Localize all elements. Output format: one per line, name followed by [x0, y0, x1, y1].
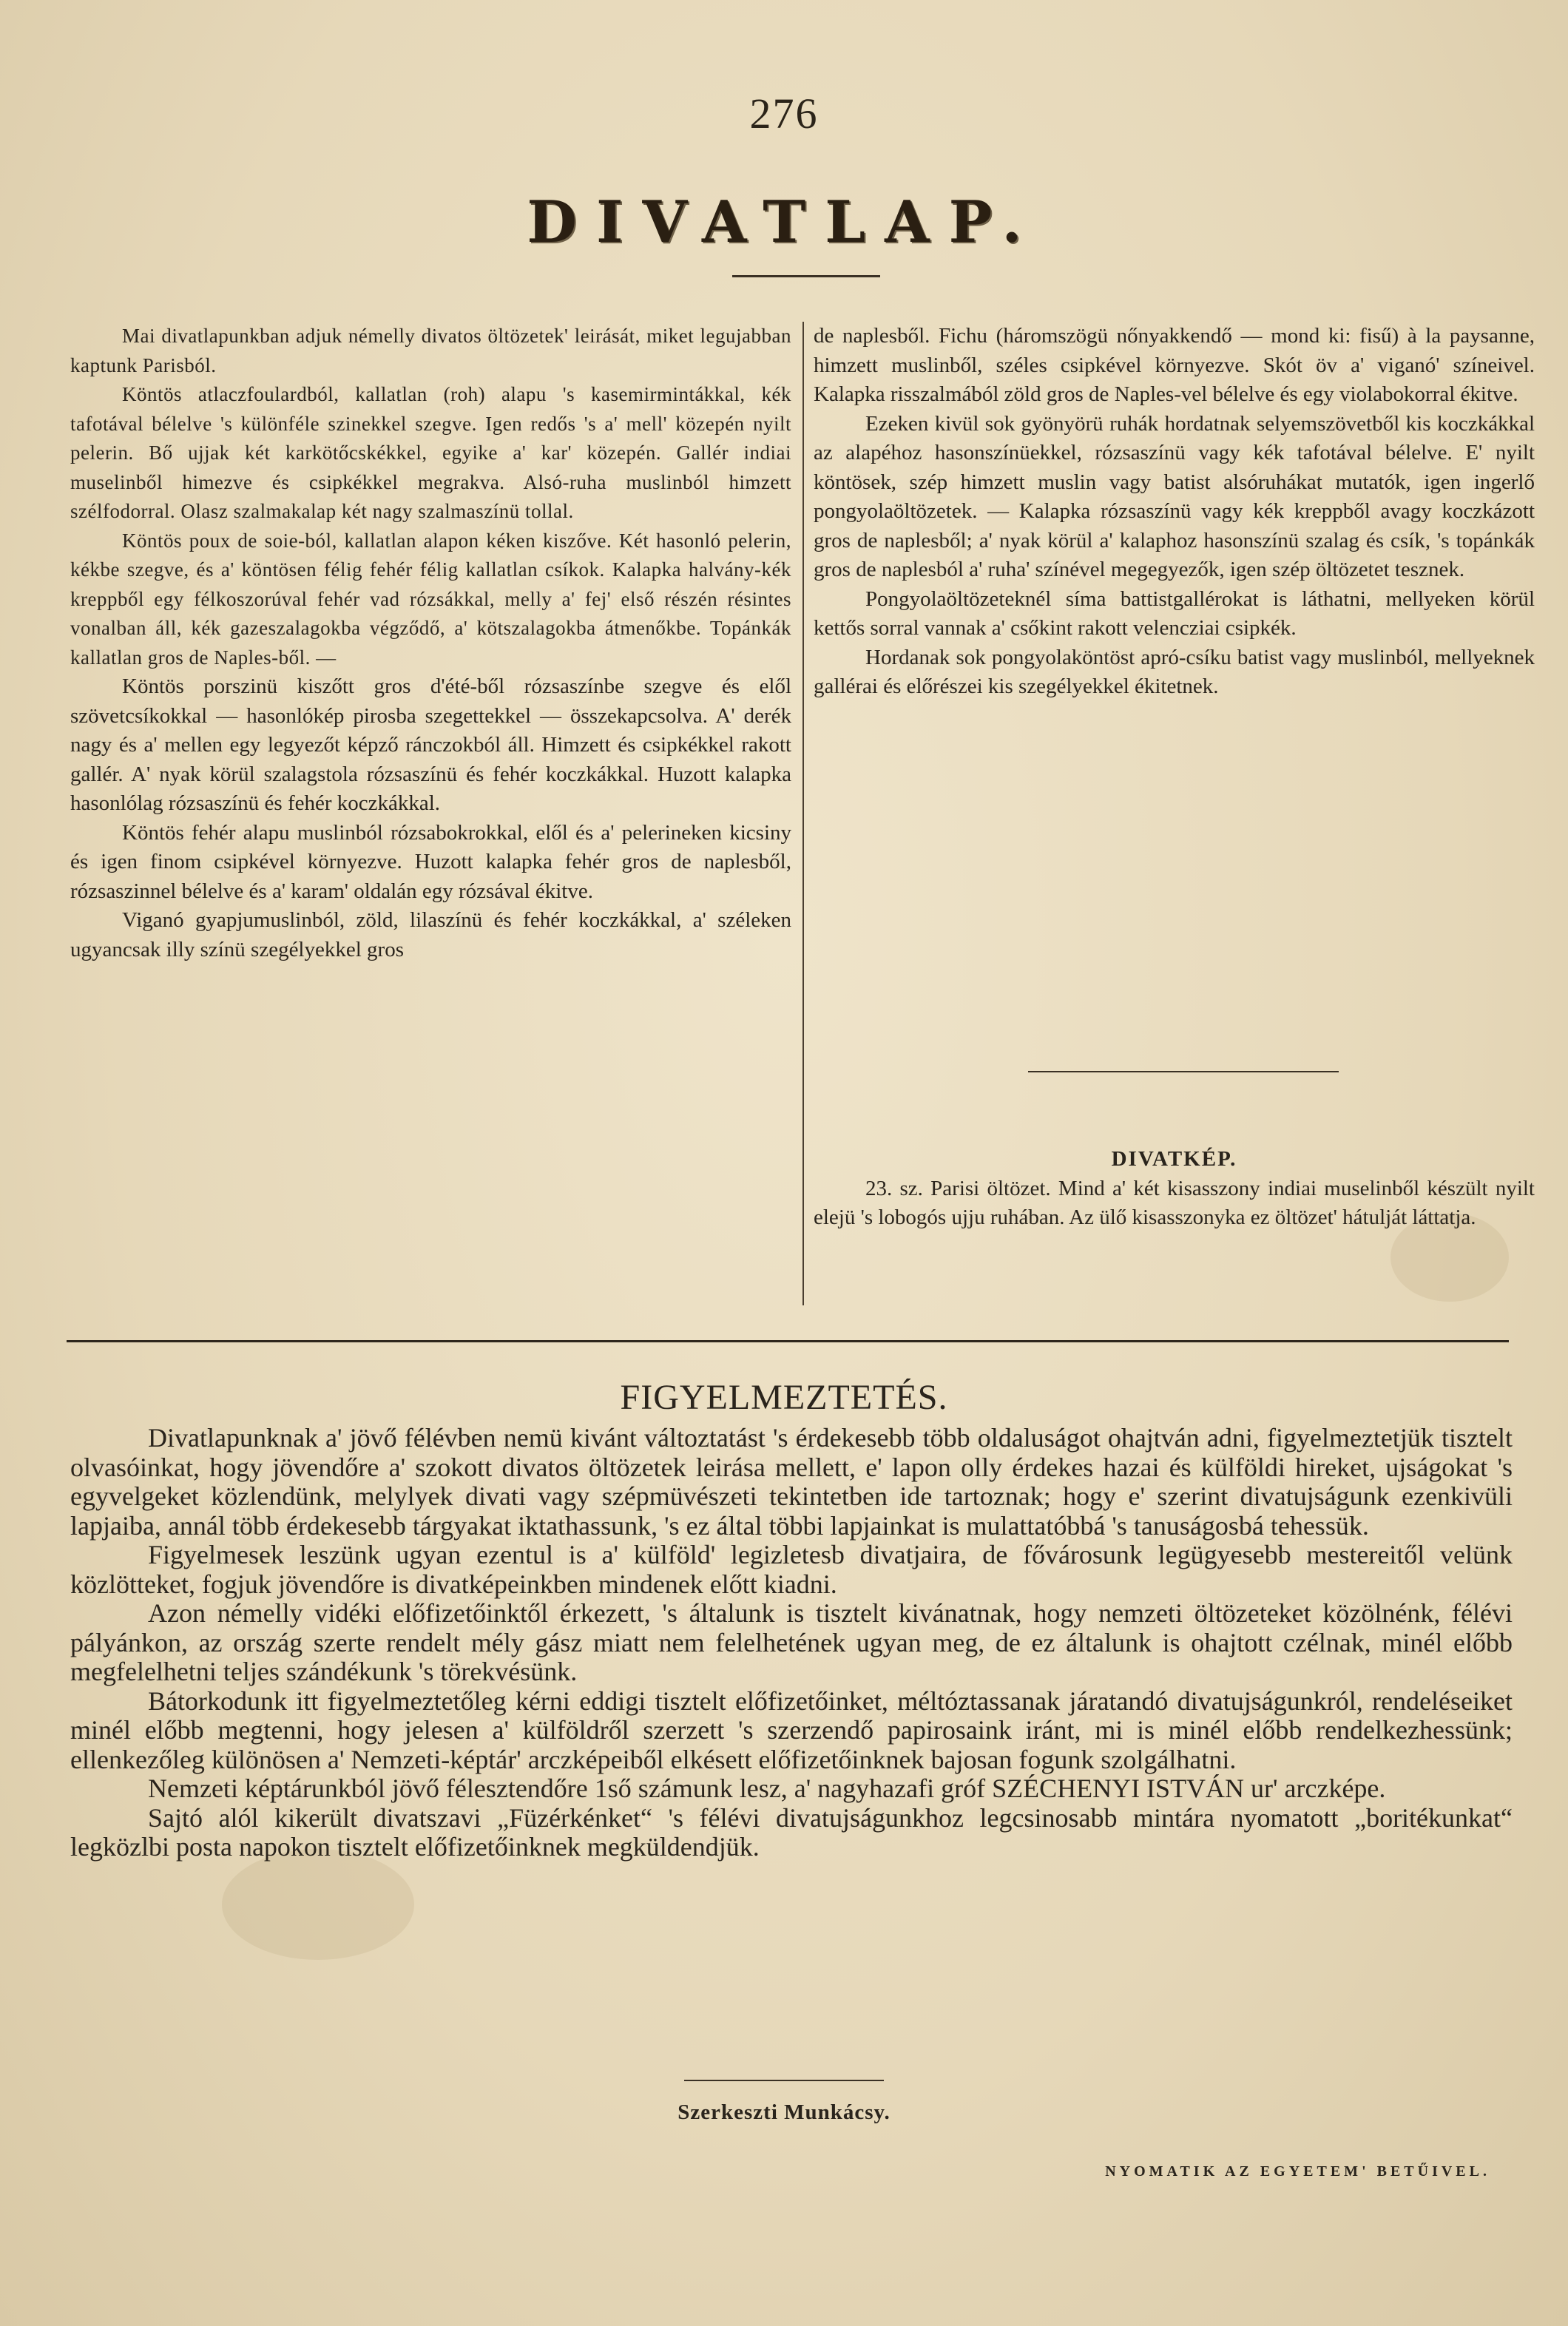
paragraph: Pongyolaöltözeteknél síma battistgallérokat is láthatni, mellyeken körül kettős sorral vannak a' csőkint rakott velencziai csipkék. — [814, 586, 1535, 640]
paragraph: de naplesből. Fichu (háromszögü nőnyakkendő — mond ki: fisű) à la paysanne, himzett muslinből, széles csipkével környezve. Skót öv a' viganó' színeivel. Kalapka risszalmából zöld gros de Naples-vel bélelve és egy violabokorral ékitve. — [814, 324, 1535, 406]
paragraph: Ezeken kivül sok gyönyörü ruhák hordatnak selyemszövetből kis koczkákkal az alapéhoz hasonszínüekkel, rózsaszínü vagy kék tafotával bélelve. E' nyilt köntösek, szép himzett muslin vagy batist alsóruhákat mutatók, igen ingerlő pongyolaöltözetek. — Kalapka rózsaszínü vagy kék kreppből avagy koczkázott gros de naplesből; a' nyak körül a' kalaphoz hasonszínü szalag és csík, 's topánkák gros de naplesból a' ruha' színével megegyezők, igen szép öltözetet tesznek. — [814, 411, 1535, 581]
notice-paragraph: Azon némelly vidéki előfizetőinktől érkezett, 's általunk is tisztelt kivánatnak, hogy nemzeti öltözeteket közölnénk, félévi pályánkon, az ország szerte rendelt mély gász miatt nem felelhetének ugyan meg, de ez általunk is ohajtott czélnak, minél előbb megfelelhetni teljes szándékunk 's törekvésünk. — [70, 1598, 1513, 1686]
divatkep-section — [814, 1139, 1535, 1233]
paper-stain — [222, 1849, 414, 1960]
divatkep-text: 23. sz. Parisi öltözet. Mind a' két kisasszony indiai muselinből készült nyilt elejü 's lobogós ujju ruhában. Az ülő kisasszonyka ez öltözet' hátulját láttatja. — [814, 1176, 1535, 1229]
paragraph: Mai divatlapunkban adjuk némelly divatos öltözetek' leirását, miket legujabban kaptunk Parisból. — [70, 325, 791, 376]
paragraph: Viganó gyapjumuslinból, zöld, lilaszínü és fehér koczkákkal, a' széleken ugyancsak illy színü szegélyekkel gros — [70, 908, 791, 961]
column-divider — [802, 322, 804, 1305]
paragraph: Köntös porszinü kiszőtt gros d'été-ből rózsaszínbe szegve és elől szövetcsíkokkal — hasonlókép pirosba szegettekkel — összekapcsolva. A' derék nagy és a' mellen egy legyezőt képző ránczokból áll. Himzett és csipkékkel rakott gallér. A' nyak körül szalagstola rózsaszínü és fehér koczkákkal. Huzott kalapka hasonlólag rózsaszínü és fehér koczkákkal. — [70, 675, 791, 815]
paragraph: Köntös poux de soie-ból, kallatlan alapon kéken kiszőve. Két hasonló pelerin, kékbe szegve, és a' köntösen félig fehér félig kallatlan csíkok. Kalapka halvány-kék kreppből egy félkoszorúval fehér vad rózsákkal, melly a' fej' első részén résintes vonalban áll, kék gazeszalagokba végződő, a' kötszalagokba átmenőkbe. Topánkák kallatlan gros de Naples-ből. — — [70, 529, 791, 669]
notice-paragraph: Nemzeti képtárunkból jövő félesztendőre 1ső számunk lesz, a' nagyhazafi gróf SZÉCHENYI ISTVÁN ur' arczképe. — [148, 1774, 1386, 1803]
page-number: 276 — [749, 89, 819, 138]
left-column — [70, 322, 791, 964]
notice-body — [70, 1424, 1513, 1862]
divatkep-heading: DIVATKÉP. — [1111, 1147, 1237, 1171]
printer-imprint: NYOMATIK AZ EGYETEM' BETŰIVEL. — [1105, 2163, 1490, 2180]
masthead-rule — [732, 275, 880, 277]
section-rule — [1028, 1071, 1339, 1072]
notice-paragraph: Figyelmesek leszünk ugyan ezentul is a' külföld' legizletesb divatjaira, de fővárosunk legügyesebb mestereitől velünk közlötteket, fogjuk jövendőre is divatképeinkben mindenek előtt kiadni. — [70, 1540, 1513, 1599]
right-column — [814, 322, 1535, 702]
page-divider — [67, 1340, 1509, 1342]
paragraph: Köntös atlaczfoulardból, kallatlan (roh) alapu 's kasemirmintákkal, kék tafotával bélelve 's különféle szinekkel szegve. Igen redős 's a' mell' közepén nyilt pelerin. Bő ujjak két karkötőcskékkel, egyike a' kar' közepén. Gallér indiai muselinből himezve és csipkékkel megrakva. Alsó-ruha muslinból himzett szélfodorral. Olasz szalmakalap két nagy szalmaszínü tollal. — [70, 383, 791, 522]
masthead-title: DIVATLAP. — [527, 189, 1041, 256]
signature: Szerkeszti Munkácsy. — [677, 2100, 891, 2124]
notice-paragraph: Sajtó alól kikerült divatszavi „Füzérkénket“ 's félévi divatujságunkhoz legcsinosabb mintára nyomatott „boritékunkat“ legközlbi posta napokon tisztelt előfizetőinknek megküldendjük. — [70, 1802, 1513, 1862]
paragraph: Hordanak sok pongyolaköntöst apró-csíku batist vagy muslinból, mellyeknek gallérai és előrészei kis szegélyekkel ékitetnek. — [814, 645, 1535, 698]
notice-paragraph: Bátorkodunk itt figyelmeztetőleg kérni eddigi tisztelt előfizetőinket, méltóztassanak járatandó divatujságunkról, rendeléseiket minél előbb megtenni, hogy jelesen a' külföldről szerzett 's szerzendő papirosaink iránt, mi is minél előbb rendelkezhessünk; ellenkezőleg különösen a' Nemzeti-képtár' arczképeiből elkésett előfizetőinknek bajosan fogunk szolgálhatni. — [70, 1686, 1513, 1774]
notice-title: FIGYELMEZTETÉS. — [620, 1378, 948, 1417]
signature-rule — [684, 2080, 884, 2081]
notice-paragraph: Divatlapunknak a' jövő félévben nemü kivánt változtatást 's érdekesebb több oldaluságot ohajtván adni, figyelmeztetjük tisztelt olvasóinkat, hogy jövendőre a' szokott divatos öltözetek leirása mellett, e' lapon olly érdekes hazai és külföldi hireket, ujságokat 's egyvelgeket közlendünk, melylyek divati vagy szépmüvészeti tekintetben ide tartoznak; hogy e' szerint divatujságunk ezenkivüli lapjaiba, annál több érdekesebb tárgyakat iktathassunk, 's ez által többi lapjainkat is mulattatóbbá 's tanuságosbá tehessük. — [70, 1423, 1513, 1541]
paragraph: Köntös fehér alapu muslinból rózsabokrokkal, elől és a' pelerineken kicsiny és igen finom csipkével környezve. Huzott kalapka fehér gros de naplesből, rózsaszinnel bélelve és a' karam' oldalán egy rózsával ékitve. — [70, 820, 791, 903]
